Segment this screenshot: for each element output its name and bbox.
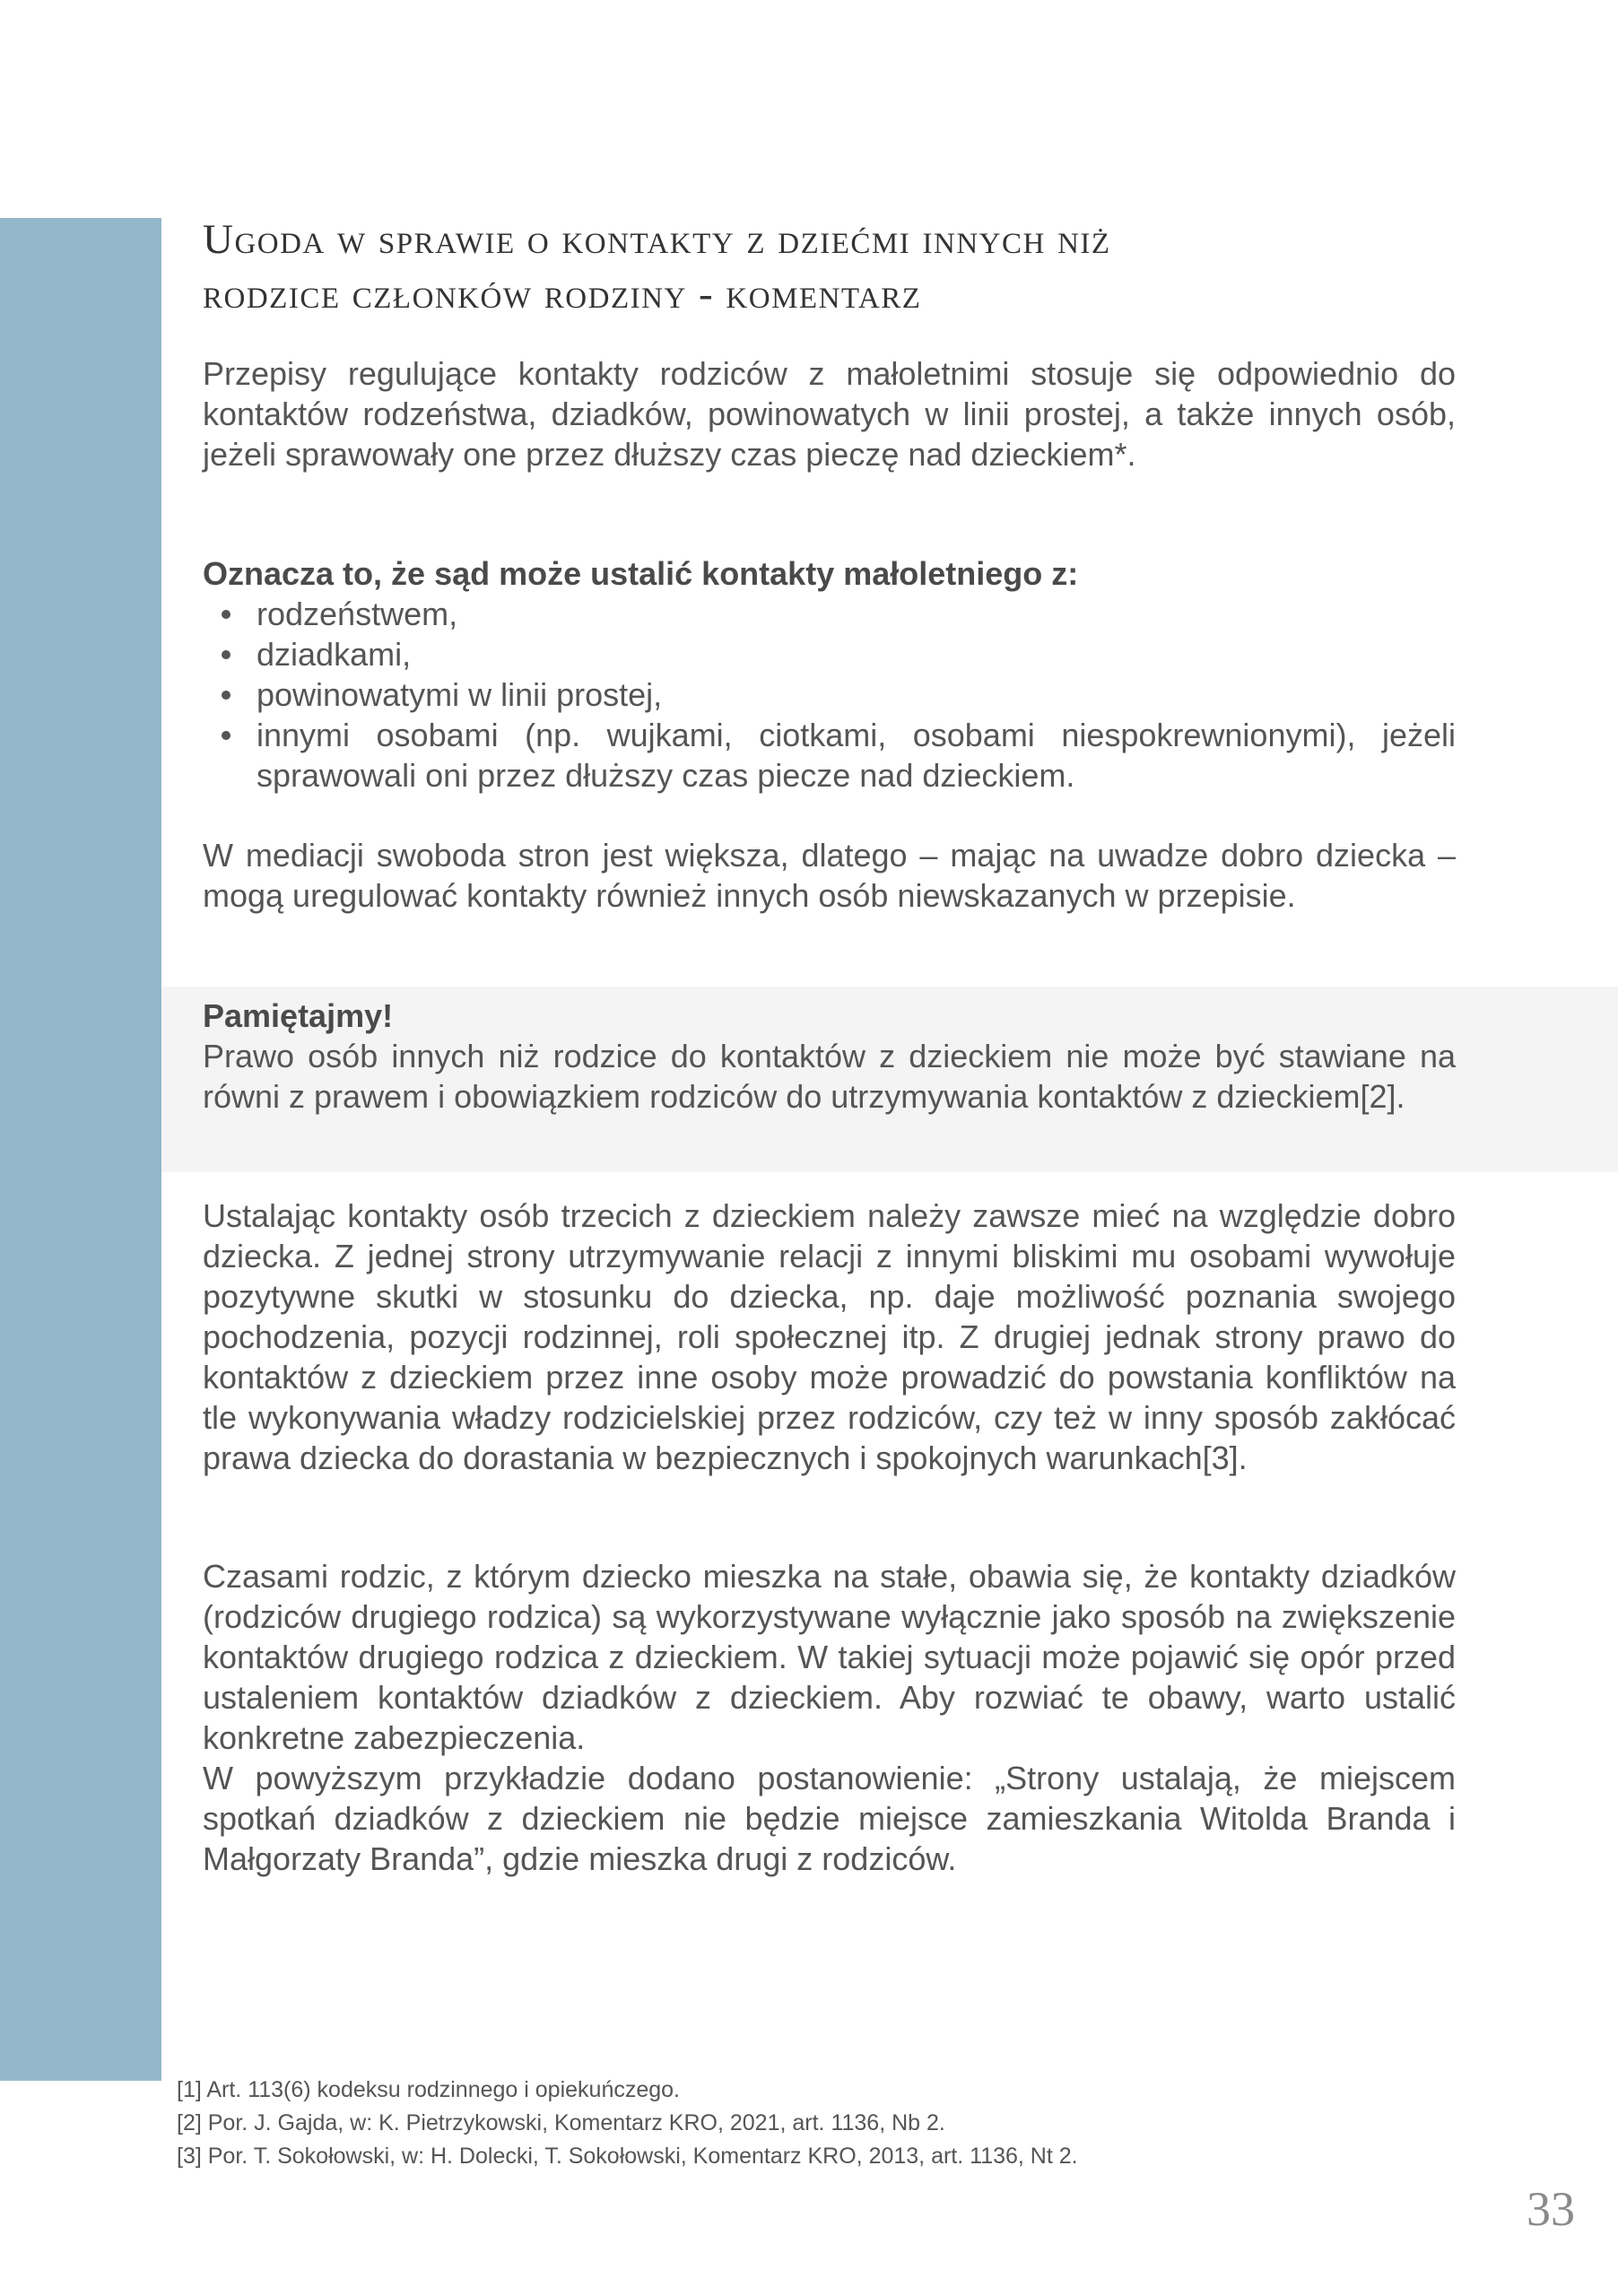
grandparents-section <box>203 1556 1456 1879</box>
list-item: powinowatymi w linii prostej, <box>203 674 1456 715</box>
example-paragraph: W powyższym przykładzie dodano postanowienie: „Strony ustalają, że miejscem spotkań dziadków z dzieckiem nie będzie miejsce zamieszkania Witolda Branda i Małgorzaty Branda”, gdzie mieszka drugi z rodziców. <box>203 1760 1456 1877</box>
list-item: rodzeństwem, <box>203 594 1456 634</box>
callout-heading: Pamiętajmy! <box>203 997 394 1034</box>
page-title <box>203 213 1456 322</box>
grandparents-paragraph: Czasami rodzic, z którym dziecko mieszka na stałe, obawia się, że kontakty dziadków (rodziców drugiego rodzica) są wykorzystywane wyłącznie jako sposób na zwiększenie kontaktów drugiego rodzica z dzieckiem. W takiej sytuacji może pojawić się opór przed ustaleniem kontaktów dziadków z dzieckiem. Aby rozwiać te obawy, warto ustalić konkretne zabezpieczenia. <box>203 1558 1456 1756</box>
list-item: dziadkami, <box>203 634 1456 674</box>
title-line-2: rodzice członków rodziny - komentarz <box>203 271 922 317</box>
callout-text: Prawo osób innych niż rodzice do kontaktów z dzieckiem nie może być stawiane na równi z prawem i obowiązkiem rodziców do utrzymywania kontaktów z dzieckiem[2]. <box>203 1038 1456 1115</box>
intro-paragraph: Przepisy regulujące kontakty rodziców z małoletnimi stosuje się odpowiednio do kontaktów rodzeństwa, dziadków, powinowatych w linii prostej, a także innych osób, jeżeli sprawowały one przez dłuższy czas pieczę nad dzieckiem*. <box>203 355 1456 473</box>
decorative-sidebar <box>0 218 161 2081</box>
contacts-list <box>203 594 1456 796</box>
wellbeing-paragraph: Ustalając kontakty osób trzecich z dzieckiem należy zawsze mieć na względzie dobro dziecka. Z jednej strony utrzymywanie relacji z innymi bliskimi mu osobami wywołuje pozytywne skutki w stosunku do dziecka, np. daje możliwość poznania swojego pochodzenia, pozycji rodzinnej, roli społecznej itp. Z drugiej jednak strony prawo do kontaktów z dzieckiem przez inne osoby może prowadzić do powstania konfliktów na tle wykonywania władzy rodzicielskiej przez rodziców, czy też w inny sposób zakłócać prawa dziecka do dorastania w bezpiecznych i spokojnych warunkach[3]. <box>203 1197 1456 1476</box>
footnote: [1] Art. 113(6) kodeksu rodzinnego i opiekuńczego. <box>177 2077 680 2102</box>
contacts-list-section <box>203 553 1456 796</box>
mediation-paragraph: W mediacji swoboda stron jest większa, dlatego – mając na uwadze dobro dziecka – mogą uregulować kontakty również innych osób niewskazanych w przepisie. <box>203 837 1456 914</box>
title-line-1: Ugoda w sprawie o kontakty z dziećmi innych niż <box>203 216 1111 263</box>
callout-box <box>203 996 1456 1117</box>
footnote: [2] Por. J. Gajda, w: K. Pietrzykowski, Komentarz KRO, 2021, art. 1136, Nb 2. <box>177 2110 945 2135</box>
footnotes <box>177 2074 1432 2173</box>
page-number: 33 <box>1527 2182 1575 2236</box>
list-heading: Oznacza to, że sąd może ustalić kontakty małoletniego z: <box>203 555 1079 592</box>
list-item: innymi osobami (np. wujkami, ciotkami, osobami niespokrewnionymi), jeżeli sprawowali oni przez dłuższy czas piecze nad dzieckiem. <box>203 715 1456 796</box>
footnote: [3] Por. T. Sokołowski, w: H. Dolecki, T. Sokołowski, Komentarz KRO, 2013, art. 1136, Nt 2. <box>177 2144 1078 2169</box>
